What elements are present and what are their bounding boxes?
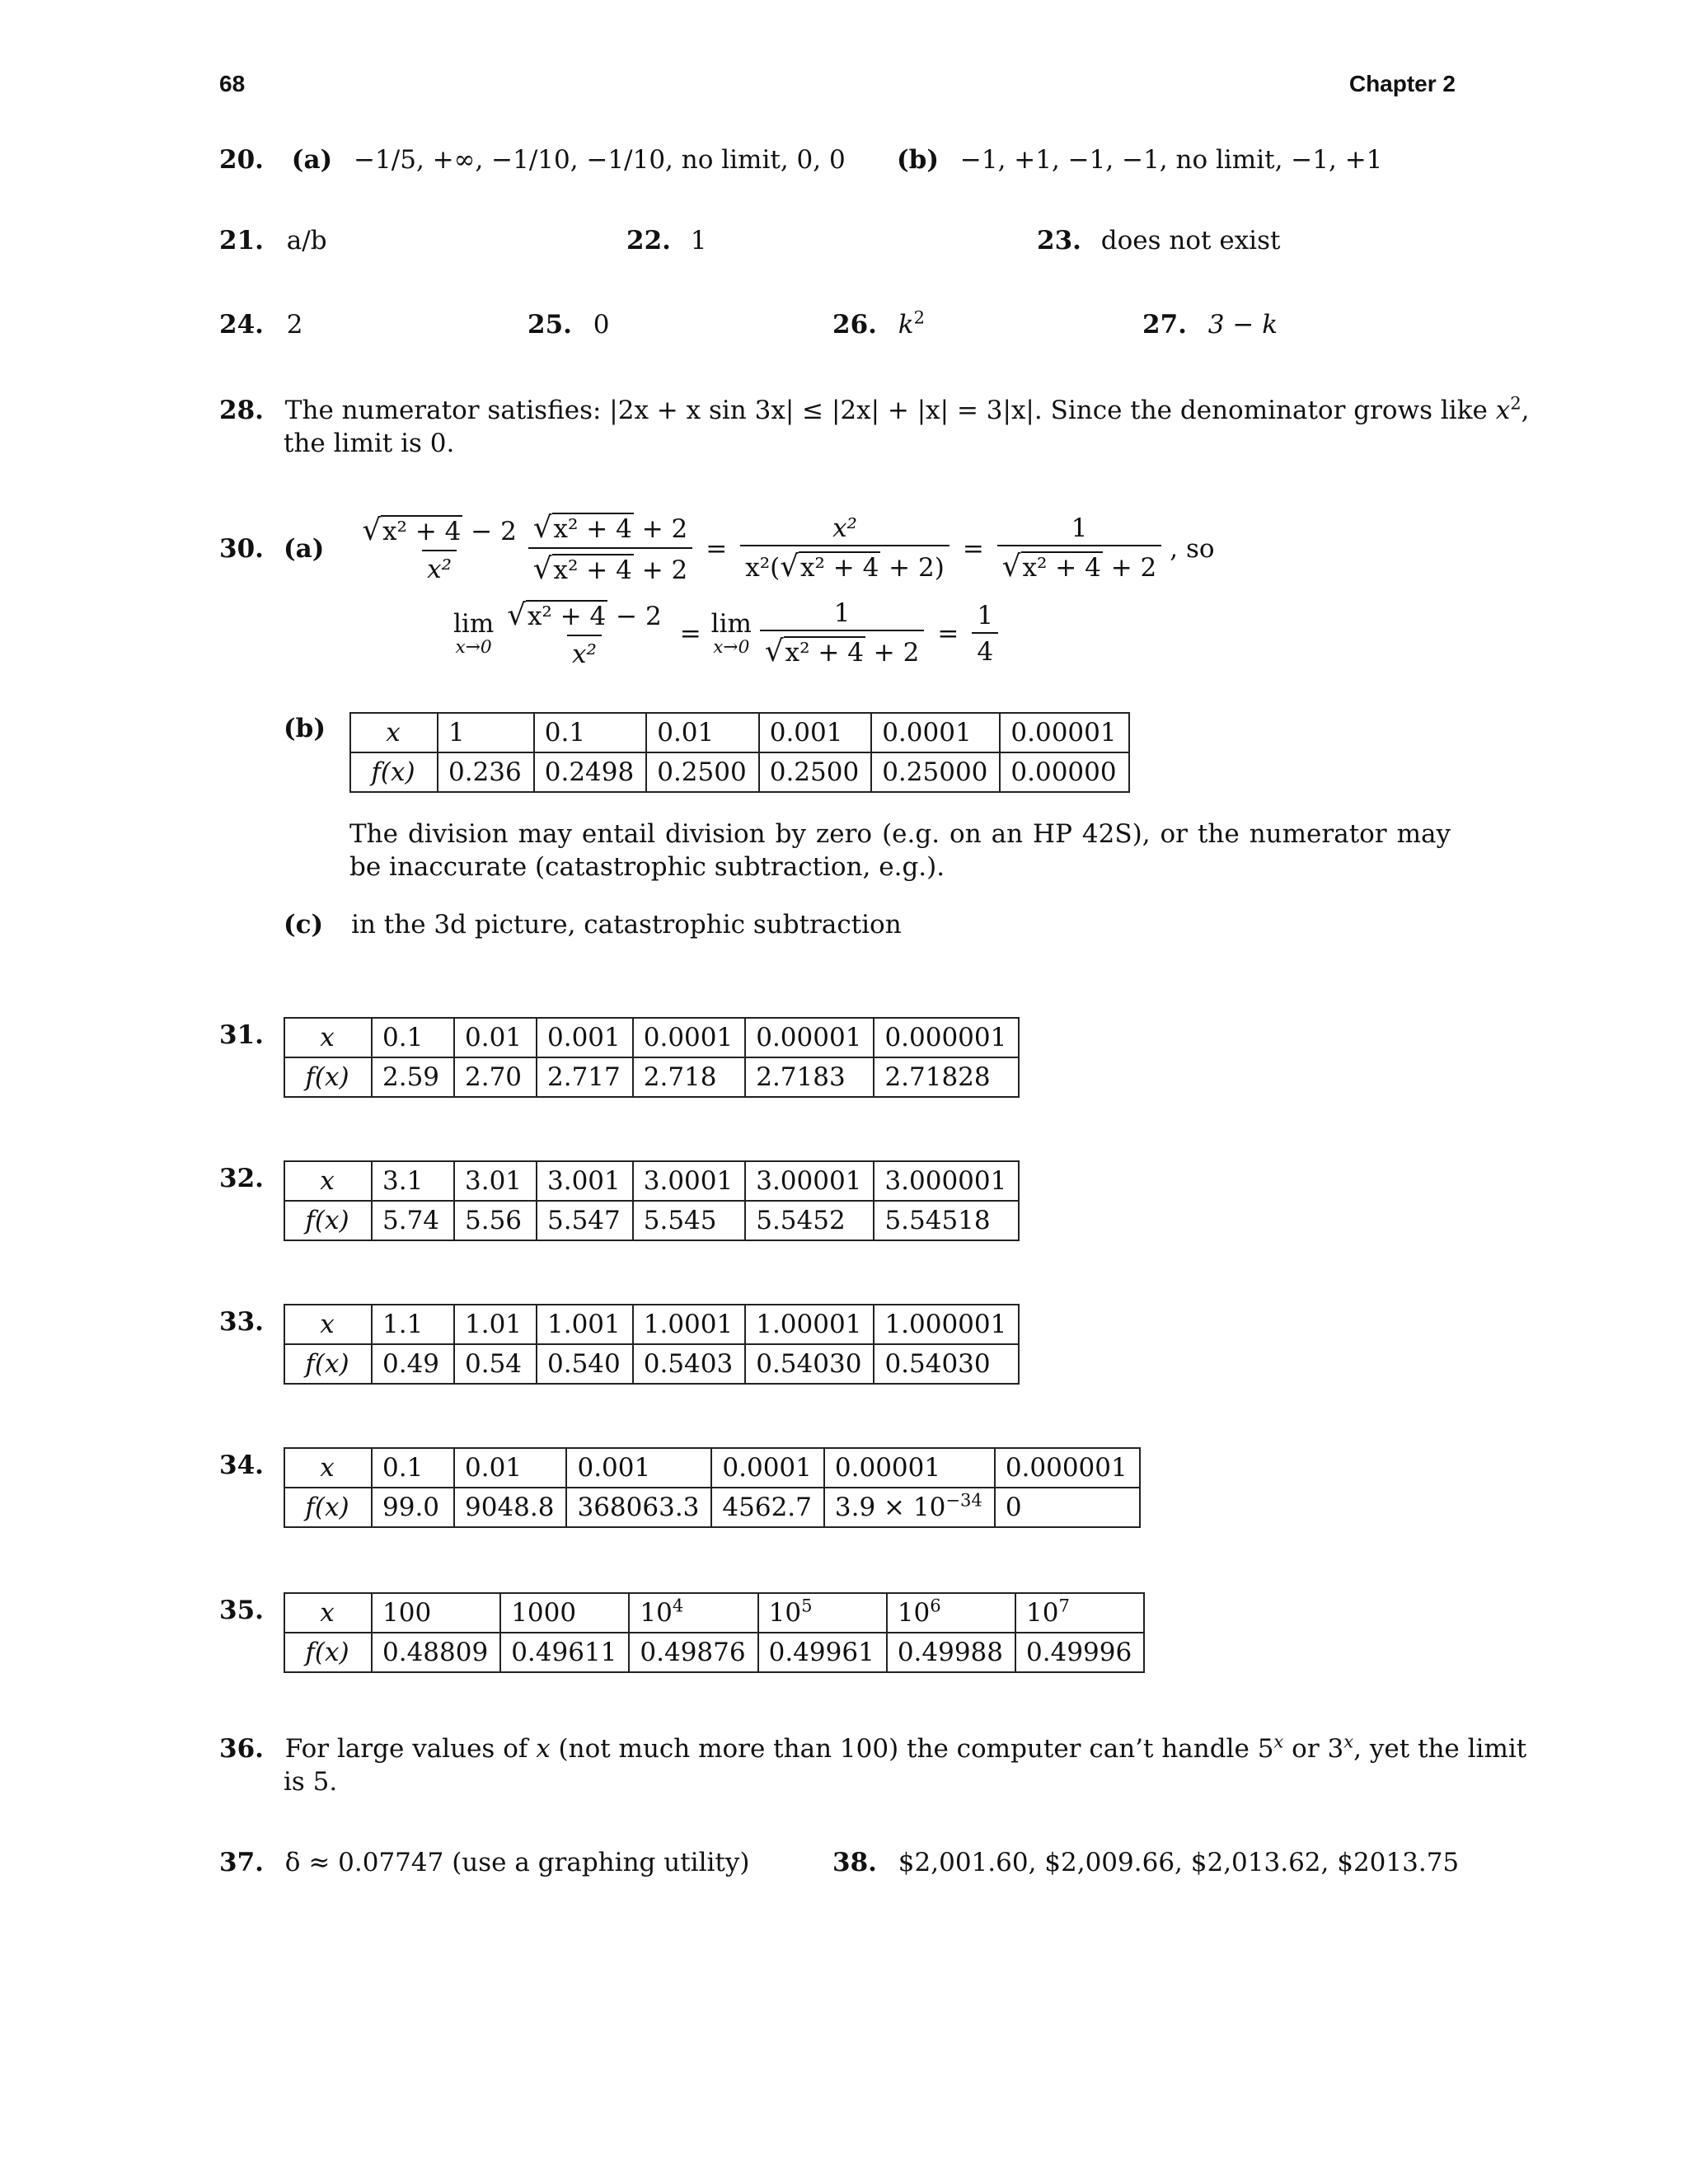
table-cell: 3.01 [454, 1161, 537, 1201]
table-cell: x [284, 1018, 372, 1057]
table-cell: $10^6$ [887, 1593, 1015, 1633]
part-label: (c) [284, 910, 324, 940]
table-cell: 3.0001 [633, 1161, 745, 1201]
equals: = [937, 619, 959, 649]
problem-number: 25. [528, 310, 572, 340]
table-row [284, 1448, 1140, 1488]
page-number: 68 [219, 71, 246, 96]
table-cell: 0.540 [537, 1344, 633, 1384]
table-cell: 0.49 [372, 1344, 454, 1384]
table-cell: 5.5452 [745, 1201, 874, 1240]
problem-23 [1037, 226, 1280, 255]
table-cell: 5.74 [372, 1201, 454, 1240]
problem-number: 28. [219, 396, 264, 425]
equals: = [962, 534, 984, 565]
table-32 [284, 1160, 1020, 1241]
table-cell: f(x) [284, 1633, 372, 1672]
problem-number: 27. [1142, 310, 1187, 340]
table-row [284, 1057, 1019, 1097]
problem-30-b-note: The division may entail division by zero (e.g. on an HP 42S), or the numerator may be inaccurate (catastrophic subtraction, e.g.). [349, 819, 1451, 882]
table-cell: 2.70 [454, 1057, 537, 1097]
part-label: (a) [291, 145, 333, 175]
problem-25 [528, 310, 610, 340]
table-cell: f(x) [350, 752, 438, 792]
table-cell: 3.1 [372, 1161, 454, 1201]
table-row [284, 1344, 1019, 1384]
table-cell: 0.0001 [711, 1448, 823, 1488]
limit: lim x→0 [710, 609, 752, 658]
problem-37 [219, 1848, 749, 1877]
table-cell: 3.001 [537, 1161, 633, 1201]
table-row [350, 752, 1129, 792]
table-cell: 2.59 [372, 1057, 454, 1097]
table-31 [284, 1017, 1020, 1098]
table-cell: 3.00001 [745, 1161, 874, 1201]
table-cell: 0.0001 [633, 1018, 745, 1057]
table-cell: 0.2500 [646, 752, 758, 792]
answer-text: 3 − k [1207, 310, 1278, 340]
problem-36-line2: is 5. [284, 1767, 338, 1797]
fraction: $\frac{\text{√x² + 4 − 2}}{\text{x²}}$ [502, 597, 666, 672]
chapter-title: Chapter 2 [1348, 71, 1456, 96]
so-text: , so [1170, 534, 1215, 565]
table-cell: 1.01 [454, 1305, 537, 1344]
table-cell: x [284, 1593, 372, 1633]
table-cell: 2.71828 [874, 1057, 1019, 1097]
fraction: $\frac{\text{x²}}{\text{x²(√x² + 4 + 2)}}$ [740, 512, 950, 587]
answer-text: −1/5, +∞, −1/10, −1/10, no limit, 0, 0 [354, 145, 846, 175]
table-33 [284, 1304, 1020, 1385]
part-label: (b) [284, 714, 326, 743]
table-cell: 0.001 [759, 713, 871, 752]
problem-number: 20. [219, 145, 264, 175]
problem-number: 37. [219, 1848, 264, 1877]
table-cell: 0.1 [534, 713, 646, 752]
table-cell: x [284, 1161, 372, 1201]
answer-text: The numerator satisfies: |2x + x sin 3x| ≤ |2x| + |x| = 3|x|. Since the denominator grows like [284, 396, 1496, 425]
table-35 [284, 1592, 1145, 1673]
table-cell: 0.00000 [1000, 752, 1128, 792]
table-cell: 0.0001 [871, 713, 1000, 752]
table-cell: 1.00001 [745, 1305, 874, 1344]
table-cell: 0.49611 [500, 1633, 629, 1672]
table-cell: 2.718 [633, 1057, 745, 1097]
problem-number: 21. [219, 226, 264, 255]
answer-text: 1 [690, 226, 707, 255]
problem-number: 33. [219, 1307, 264, 1337]
problem-27 [1142, 310, 1278, 340]
exponent: 2 [1510, 392, 1522, 414]
answer-text: $2,001.60, $2,009.66, $2,013.62, $2013.75 [898, 1848, 1460, 1877]
answer-text: does not exist [1100, 226, 1281, 255]
table-cell: 3.000001 [874, 1161, 1019, 1201]
table-cell: 1.001 [537, 1305, 633, 1344]
table-cell: 2.717 [537, 1057, 633, 1097]
table-cell: x [350, 713, 438, 752]
problem-36: 36. For large values of x (not much more than 100) the computer can’t handle 5$^x$ or 3$^x$, yet the limit [219, 1731, 1527, 1764]
problem-number: 38. [832, 1848, 877, 1877]
problem-21 [219, 226, 327, 255]
table-cell: 0.54030 [874, 1344, 1019, 1384]
table-cell: f(x) [284, 1344, 372, 1384]
table-cell: 0.49988 [887, 1633, 1015, 1672]
table-cell: 0 [995, 1488, 1140, 1527]
table-cell: 0.2500 [759, 752, 871, 792]
problem-26 [832, 307, 926, 340]
problem-38 [832, 1848, 1459, 1877]
table-cell: 0.01 [454, 1018, 537, 1057]
answer-text: k [898, 310, 914, 340]
table-cell: f(x) [284, 1488, 372, 1527]
table-cell: $10^5$ [758, 1593, 887, 1633]
problem-number: 32. [219, 1164, 264, 1193]
problem-20-b [897, 145, 1382, 175]
problem-number: 24. [219, 310, 264, 340]
problem-24 [219, 310, 303, 340]
table-cell: 0.01 [646, 713, 758, 752]
problem-30-c [284, 910, 902, 940]
table-cell: 0.2498 [534, 752, 646, 792]
problem-number: 26. [832, 310, 877, 340]
table-cell: 9048.8 [454, 1488, 566, 1527]
table-row [350, 713, 1129, 752]
table-cell: 1 [438, 713, 534, 752]
fraction: $\frac{\text{√x² + 4 + 2}}{\text{√x² + 4 + 2}}$ [528, 509, 692, 589]
table-cell: 0.001 [566, 1448, 711, 1488]
table-30b [349, 712, 1130, 793]
answer-text: a/b [286, 226, 327, 255]
table-cell: 0.49996 [1015, 1633, 1144, 1672]
problem-30-a-line2 [453, 597, 1001, 672]
problem-22 [626, 226, 707, 255]
answer-text: 0 [593, 310, 610, 340]
table-34 [284, 1447, 1141, 1528]
table-cell: 0.000001 [874, 1018, 1019, 1057]
table-cell: 4562.7 [711, 1488, 823, 1527]
table-row [284, 1593, 1144, 1633]
table-cell: 0.1 [372, 1448, 454, 1488]
table-cell: 0.000001 [995, 1448, 1140, 1488]
answer-text: in the 3d picture, catastrophic subtraction [351, 910, 902, 940]
problem-number: 23. [1037, 226, 1081, 255]
table-row [284, 1201, 1019, 1240]
table-cell: 5.54518 [874, 1201, 1019, 1240]
table-cell: 99.0 [372, 1488, 454, 1527]
table-cell: 5.56 [454, 1201, 537, 1240]
table-row [284, 1305, 1019, 1344]
table-cell: 1.000001 [874, 1305, 1019, 1344]
table-cell: 368063.3 [566, 1488, 711, 1527]
table-cell: 0.00001 [1000, 713, 1128, 752]
fraction: $\frac{\text{√x² + 4 − 2}}{\text{x²}}$ [357, 512, 521, 587]
table-cell: 0.236 [438, 752, 534, 792]
fraction: $\frac{1}{4}$ [972, 599, 998, 669]
problem-number: 22. [626, 226, 671, 255]
table-cell: $10^4$ [629, 1593, 757, 1633]
table-cell: 0.00001 [824, 1448, 995, 1488]
exponent: −34 [945, 1489, 982, 1511]
table-cell: 0.00001 [745, 1018, 874, 1057]
table-cell: 0.01 [454, 1448, 566, 1488]
equals: = [706, 534, 728, 565]
answer-text: 2 [286, 310, 303, 340]
table-cell: x [284, 1305, 372, 1344]
problem-number: 30. [219, 534, 264, 565]
problem-30-a-line1 [219, 509, 1215, 589]
answer-punct: , [1521, 396, 1530, 425]
table-cell: 1000 [500, 1593, 629, 1633]
table-cell: $3.9 \times 10^{-34}$ [824, 1488, 995, 1527]
table-row [284, 1161, 1019, 1201]
fraction: $\frac{1}{\text{√x² + 4 + 2}}$ [760, 597, 924, 672]
table-cell: 5.547 [537, 1201, 633, 1240]
table-cell: f(x) [284, 1201, 372, 1240]
table-cell: 1.0001 [633, 1305, 745, 1344]
part-label: (b) [897, 145, 940, 175]
table-cell: 0.1 [372, 1018, 454, 1057]
table-cell: 100 [372, 1593, 500, 1633]
table-row [284, 1488, 1140, 1527]
problem-number: 31. [219, 1020, 264, 1050]
table-cell: 1.1 [372, 1305, 454, 1344]
table-cell: $10^7$ [1015, 1593, 1144, 1633]
table-cell: x [284, 1448, 372, 1488]
table-cell: f(x) [284, 1057, 372, 1097]
table-cell: 2.7183 [745, 1057, 874, 1097]
problem-number: 34. [219, 1451, 264, 1480]
table-cell: 0.001 [537, 1018, 633, 1057]
problem-number: 35. [219, 1596, 264, 1625]
limit: lim x→0 [453, 609, 495, 658]
answer-var: x [1495, 396, 1511, 425]
problem-28 [219, 392, 1530, 425]
problem-28-line2: the limit is 0. [284, 429, 455, 458]
table-cell: 0.48809 [372, 1633, 500, 1672]
part-label: (a) [283, 534, 325, 565]
table-row [284, 1018, 1019, 1057]
table-cell: 0.5403 [633, 1344, 745, 1384]
table-cell: 0.25000 [871, 752, 1000, 792]
answer-text: −1, +1, −1, −1, no limit, −1, +1 [959, 145, 1383, 175]
table-cell: 5.545 [633, 1201, 745, 1240]
table-cell: 0.49876 [629, 1633, 757, 1672]
fraction: $\frac{1}{\text{√x² + 4 + 2}}$ [997, 512, 1161, 587]
problem-number: 36. [219, 1734, 264, 1764]
exponent: 2 [913, 307, 926, 328]
table-cell: 0.54 [454, 1344, 537, 1384]
answer-text: δ ≈ 0.07747 (use a graphing utility) [284, 1848, 750, 1877]
table-cell: 0.54030 [745, 1344, 874, 1384]
table-cell: 0.49961 [758, 1633, 887, 1672]
problem-20 [219, 145, 846, 175]
equals: = [679, 619, 701, 649]
table-row [284, 1633, 1144, 1672]
